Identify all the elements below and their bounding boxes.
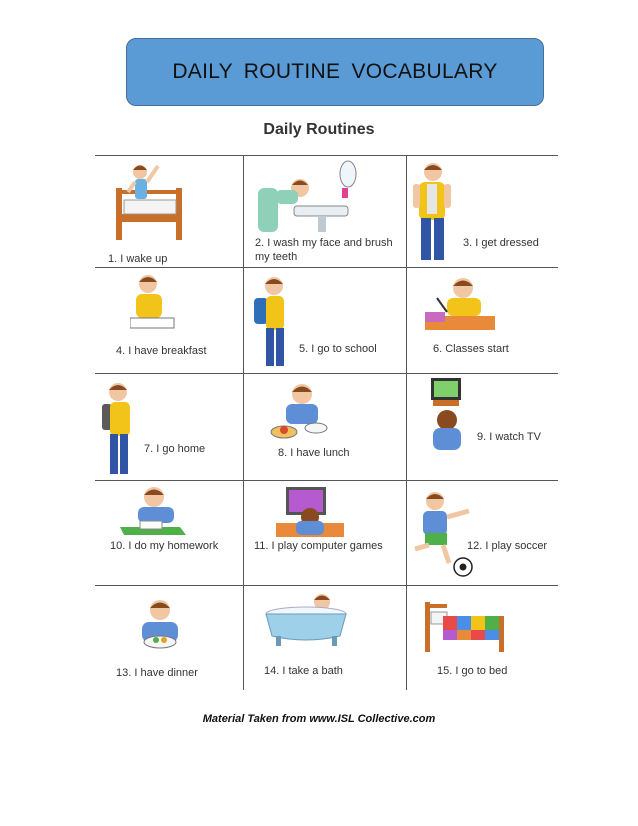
bed-with-quilt-icon <box>423 594 507 654</box>
routine-caption: 5. I go to school <box>299 343 377 355</box>
boy-at-sink-icon <box>256 158 364 234</box>
routine-cell-6 <box>407 268 558 372</box>
boy-eating-dinner-icon <box>132 596 190 654</box>
source-credit: Material Taken from www.ISL Collective.com <box>202 713 436 725</box>
child-in-bed-waking-icon <box>110 158 190 244</box>
routine-cell-11 <box>244 481 405 584</box>
boy-with-backpack-icon <box>252 274 292 370</box>
routine-cell-14 <box>244 586 405 690</box>
routine-cell-7 <box>96 374 242 479</box>
routine-caption: 2. I wash my face and brush my teeth <box>255 237 393 263</box>
boy-dressing-icon <box>407 160 457 264</box>
routine-caption: 14. I take a bath <box>264 665 343 677</box>
routine-cell-13 <box>96 586 242 690</box>
boy-watching-tv-icon <box>427 376 467 452</box>
routine-caption: 12. I play soccer <box>467 540 548 552</box>
routine-caption: 4. I have breakfast <box>116 345 207 357</box>
routine-cell-10 <box>96 481 242 584</box>
routine-caption: 7. I go home <box>144 443 206 455</box>
routine-caption: 13. I have dinner <box>116 667 198 679</box>
routine-caption: 10. I do my homework <box>110 540 219 552</box>
boy-eating-lunch-icon <box>270 378 332 442</box>
routine-cell-15 <box>407 586 558 690</box>
boy-walking-home-icon <box>102 380 136 476</box>
routine-cell-9 <box>407 374 558 479</box>
boy-writing-at-desk-icon <box>419 272 499 336</box>
title-banner <box>126 38 544 106</box>
boy-doing-homework-icon <box>118 483 188 537</box>
routine-caption: 6. Classes start <box>433 343 509 355</box>
boy-at-computer-icon <box>274 485 346 541</box>
child-in-bathtub-icon <box>262 590 350 650</box>
routine-cell-12 <box>407 481 558 584</box>
routine-cell-8 <box>244 374 405 479</box>
boy-kicking-ball-icon <box>409 487 475 579</box>
boy-at-table-icon <box>130 270 176 330</box>
routine-cell-3 <box>407 156 558 266</box>
routine-caption: 1. I wake up <box>108 253 168 265</box>
routine-caption: 8. I have lunch <box>278 447 350 459</box>
routine-caption: 11. I play computer games <box>254 540 383 552</box>
routine-cell-4 <box>96 268 242 372</box>
routine-cell-5 <box>244 268 405 372</box>
page-title: DAILY ROUTINE VOCABULARY <box>172 60 498 83</box>
routine-cell-1 <box>96 156 242 266</box>
worksheet-title: Daily Routines <box>263 121 375 138</box>
routine-caption: 9. I watch TV <box>477 431 541 443</box>
routine-cell-2 <box>244 156 405 266</box>
routine-caption: 3. I get dressed <box>463 237 539 249</box>
routine-caption: 15. I go to bed <box>437 665 508 677</box>
